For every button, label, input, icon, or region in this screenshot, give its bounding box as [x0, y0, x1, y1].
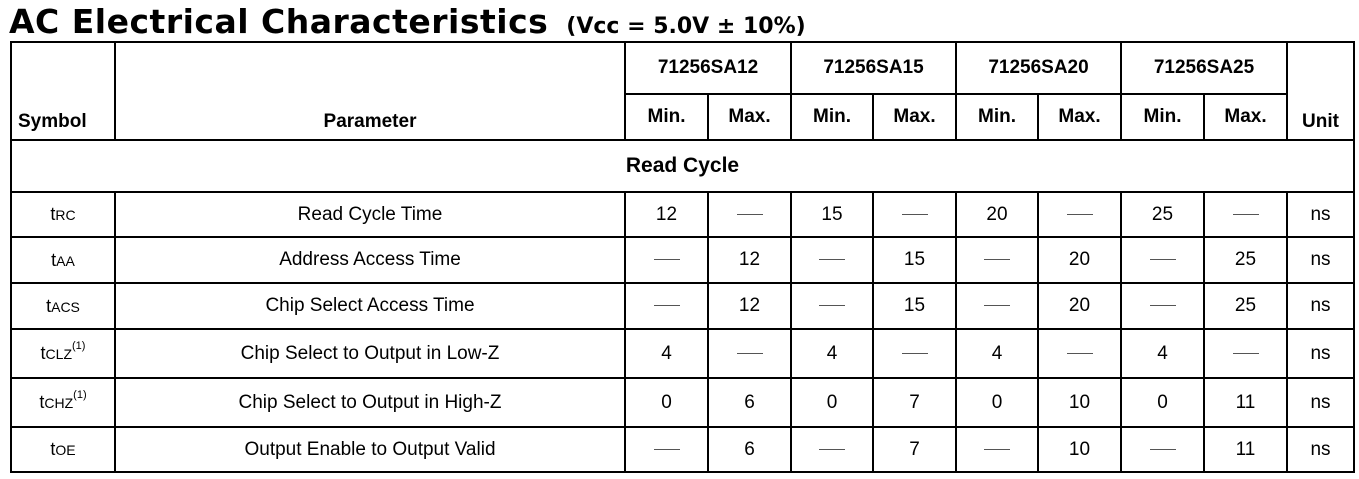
symbol-t: t	[51, 249, 57, 270]
dash-mark	[1067, 214, 1093, 215]
header-min: Min.	[791, 94, 873, 140]
header-max: Max.	[1038, 94, 1121, 140]
header-row-parts	[11, 42, 1354, 94]
unit-cell: ns	[1287, 192, 1354, 237]
dash-mark	[1067, 353, 1093, 354]
dash-mark	[1233, 214, 1259, 215]
header-max: Max.	[873, 94, 956, 140]
header-part: 71256SA15	[791, 42, 956, 94]
parameter-cell: Read Cycle Time	[115, 192, 625, 237]
value-cell-empty	[956, 237, 1038, 283]
symbol-subscript: OE	[55, 442, 76, 458]
symbol-cell	[11, 427, 115, 472]
value-cell-empty	[956, 283, 1038, 329]
header-min: Min.	[956, 94, 1038, 140]
symbol-cell	[11, 283, 115, 329]
value-cell-empty	[873, 192, 956, 237]
dash-mark	[819, 305, 845, 306]
table-row	[11, 378, 1354, 427]
symbol-subscript: RC	[55, 207, 76, 223]
value-cell-empty	[625, 283, 708, 329]
header-symbol: Symbol	[11, 42, 115, 140]
value-cell: 6	[708, 378, 791, 427]
value-cell: 15	[873, 237, 956, 283]
value-cell: 10	[1038, 378, 1121, 427]
section-title: Read Cycle	[11, 140, 1354, 192]
header-max: Max.	[708, 94, 791, 140]
symbol-t: t	[50, 204, 56, 224]
dash-mark	[1150, 449, 1176, 450]
value-cell-empty	[708, 329, 791, 378]
value-cell-empty	[1121, 427, 1204, 472]
unit-cell: ns	[1287, 378, 1354, 427]
table-row	[11, 237, 1354, 283]
symbol-t: t	[50, 439, 56, 459]
symbol-subscript: AA	[56, 252, 75, 269]
dash-mark	[1233, 353, 1259, 354]
symbol-cell	[11, 237, 115, 283]
dash-mark	[984, 449, 1010, 450]
dash-mark	[1150, 259, 1176, 260]
dash-mark	[1150, 305, 1176, 306]
value-cell-empty	[1204, 192, 1287, 237]
dash-mark	[654, 259, 680, 260]
value-cell: 0	[791, 378, 873, 427]
value-cell-empty	[873, 329, 956, 378]
table-row	[11, 427, 1354, 472]
symbol-cell	[11, 378, 115, 427]
value-cell: 11	[1204, 378, 1287, 427]
table-row	[11, 283, 1354, 329]
value-cell: 4	[791, 329, 873, 378]
parameter-cell: Chip Select to Output in High-Z	[115, 378, 625, 427]
header-max: Max.	[1204, 94, 1287, 140]
ac-characteristics-table	[10, 41, 1355, 473]
value-cell: 0	[625, 378, 708, 427]
dash-mark	[819, 259, 845, 260]
value-cell-empty	[1204, 329, 1287, 378]
value-cell: 7	[873, 378, 956, 427]
value-cell-empty	[1121, 283, 1204, 329]
parameter-cell: Chip Select to Output in Low-Z	[115, 329, 625, 378]
value-cell: 20	[1038, 237, 1121, 283]
value-cell-empty	[1038, 329, 1121, 378]
value-cell: 4	[625, 329, 708, 378]
symbol-t: t	[40, 343, 46, 363]
header-min: Min.	[625, 94, 708, 140]
header-min: Min.	[1121, 94, 1204, 140]
table-row	[11, 192, 1354, 237]
dash-mark	[984, 259, 1010, 260]
unit-cell: ns	[1287, 283, 1354, 329]
value-cell-empty	[1038, 192, 1121, 237]
unit-cell: ns	[1287, 427, 1354, 472]
value-cell-empty	[956, 427, 1038, 472]
header-part: 71256SA20	[956, 42, 1121, 94]
dash-mark	[737, 214, 763, 215]
value-cell: 25	[1204, 237, 1287, 283]
value-cell: 15	[873, 283, 956, 329]
value-cell: 7	[873, 427, 956, 472]
header-part: 71256SA12	[625, 42, 791, 94]
value-cell: 4	[1121, 329, 1204, 378]
dash-mark	[654, 305, 680, 306]
value-cell: 0	[956, 378, 1038, 427]
title-main: AC Electrical Characteristics	[9, 2, 549, 41]
value-cell: 25	[1121, 192, 1204, 237]
symbol-footnote: (1)	[73, 389, 87, 401]
dash-mark	[902, 214, 928, 215]
value-cell: 4	[956, 329, 1038, 378]
value-cell: 25	[1204, 283, 1287, 329]
page-title	[9, 2, 806, 40]
dash-mark	[737, 353, 763, 354]
dash-mark	[654, 449, 680, 450]
title-condition: (Vcc = 5.0V ± 10%)	[566, 14, 806, 39]
unit-cell: ns	[1287, 329, 1354, 378]
symbol-cell	[11, 192, 115, 237]
value-cell-empty	[1121, 237, 1204, 283]
parameter-cell: Chip Select Access Time	[115, 283, 625, 329]
value-cell-empty	[791, 427, 873, 472]
value-cell: 10	[1038, 427, 1121, 472]
table-row	[11, 329, 1354, 378]
value-cell: 12	[708, 237, 791, 283]
dash-mark	[819, 449, 845, 450]
symbol-t: t	[46, 295, 52, 316]
value-cell: 0	[1121, 378, 1204, 427]
value-cell-empty	[791, 283, 873, 329]
parameter-cell: Address Access Time	[115, 237, 625, 283]
header-parameter: Parameter	[115, 42, 625, 140]
unit-cell: ns	[1287, 237, 1354, 283]
value-cell-empty	[708, 192, 791, 237]
value-cell: 20	[956, 192, 1038, 237]
value-cell: 20	[1038, 283, 1121, 329]
value-cell: 12	[625, 192, 708, 237]
dash-mark	[984, 305, 1010, 306]
header-unit: Unit	[1287, 42, 1354, 140]
header-part: 71256SA25	[1121, 42, 1287, 94]
value-cell: 12	[708, 283, 791, 329]
value-cell: 6	[708, 427, 791, 472]
value-cell: 11	[1204, 427, 1287, 472]
symbol-subscript: CLZ	[45, 346, 72, 362]
value-cell-empty	[791, 237, 873, 283]
value-cell-empty	[625, 237, 708, 283]
symbol-footnote: (1)	[72, 340, 86, 352]
symbol-subscript: CHZ	[44, 395, 74, 411]
section-row	[11, 140, 1354, 192]
symbol-subscript: ACS	[51, 298, 80, 315]
parameter-cell: Output Enable to Output Valid	[115, 427, 625, 472]
value-cell: 15	[791, 192, 873, 237]
symbol-cell	[11, 329, 115, 378]
value-cell-empty	[625, 427, 708, 472]
symbol-t: t	[39, 392, 45, 412]
dash-mark	[902, 353, 928, 354]
